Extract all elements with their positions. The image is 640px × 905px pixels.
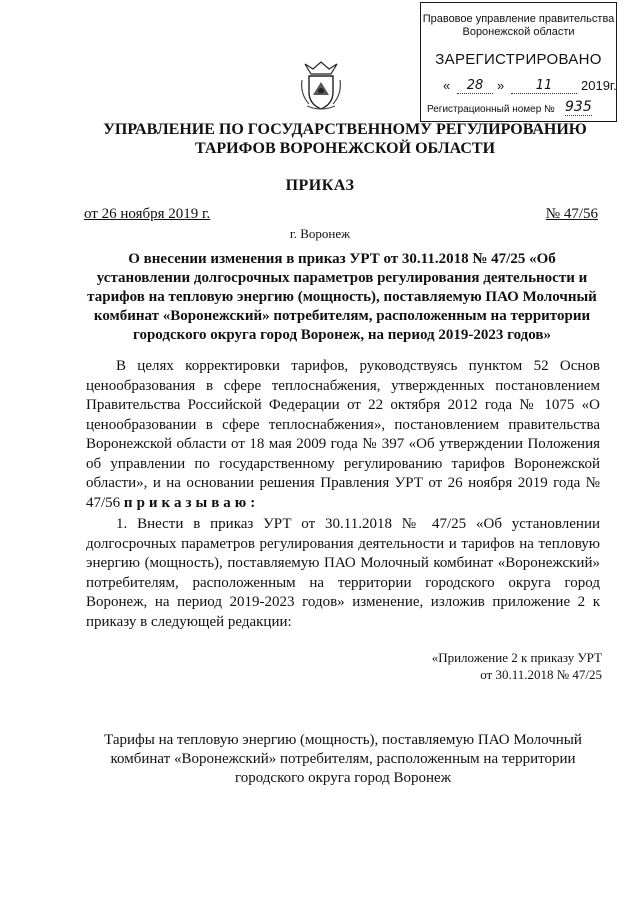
stamp-authority-line1: Правовое управление правительства: [422, 13, 615, 25]
clause-1-paragraph: [86, 515, 600, 632]
preamble-paragraph: [86, 357, 600, 513]
organization-name-line1: УПРАВЛЕНИЕ ПО ГОСУДАРСТВЕННОМУ РЕГУЛИРОВАНИЮ: [103, 121, 587, 138]
stamp-reg-number: 935: [565, 99, 592, 115]
stamp-registered-label: ЗАРЕГИСТРИРОВАНО: [435, 51, 602, 68]
stamp-date-day: 28: [457, 78, 493, 94]
clause-1-text: 1. Внести в приказ УРТ от 30.11.2018 № 47/25 «Об установлении долгосрочных параметров регулирования деятельности и тарифов на тепловую энергию (мощность), поставляемую ПАО Молочный комбинат «Воронежский» потребителям, расположенным на территории городского округа город Воронеж, на период 2019-2023 годов» изменение, изложив приложение 2 к приказу в следующей редакции:: [86, 516, 600, 630]
appendix-reference-line1: «Приложение 2 к приказу УРТ: [431, 650, 602, 665]
order-date: от 26 ноября 2019 г.: [84, 206, 211, 222]
preamble-text: В целях корректировки тарифов, руководствуясь пунктом 52 Основ ценообразования в сфере теплоснабжения, утвержденных постановлением Правительства Российской Федерации от 22 октября 2012 года № 1075 «О ценообразовании в сфере теплоснабжения», постановлением правительства Воронежской области от 18 мая 2009 года № 397 «Об утверждении Положения об управлении по государственному регулированию тарифов Воронежской области», и на основании решения Правления УРТ от 26 ноября 2019 года № 47/56: [86, 358, 600, 511]
document-type-title: ПРИКАЗ: [285, 177, 355, 194]
order-directive: приказываю:: [123, 494, 260, 511]
tariff-section-title: Тарифы на тепловую энергию (мощность), поставляемую ПАО Молочный комбинат «Воронежский» потребителям, расположенным на территории городского округа город Воронеж: [104, 732, 582, 786]
order-subject: О внесении изменения в приказ УРТ от 30.11.2018 № 47/25 «Об установлении долгосрочных параметров регулирования деятельности и тарифов на тепловую энергию (мощность), поставляемую ПАО Молочный комбинат «Воронежский» потребителям, расположенным на территории городского округа город Воронеж, на период 2019-2023 годов»: [87, 251, 597, 343]
appendix-reference: [342, 649, 602, 683]
stamp-date-month: 11: [511, 78, 577, 94]
stamp-date-close-quote: »: [497, 78, 505, 93]
order-number: № 47/56: [545, 206, 598, 222]
registration-stamp: [420, 2, 617, 122]
organization-name: [60, 120, 630, 158]
stamp-date-year: 2019г.: [581, 78, 617, 93]
order-city: г. Воронеж: [289, 226, 351, 241]
stamp-date: [443, 78, 617, 96]
stamp-authority-line2: Воронежской области: [462, 26, 575, 38]
appendix-reference-line2: от 30.11.2018 № 47/25: [480, 667, 602, 682]
stamp-registration-number: [427, 99, 610, 115]
stamp-date-open-quote: «: [443, 78, 451, 93]
coat-of-arms-icon: [299, 60, 343, 112]
organization-name-line2: ТАРИФОВ ВОРОНЕЖСКОЙ ОБЛАСТИ: [194, 140, 496, 157]
stamp-reg-label: Регистрационный номер №: [427, 104, 555, 115]
